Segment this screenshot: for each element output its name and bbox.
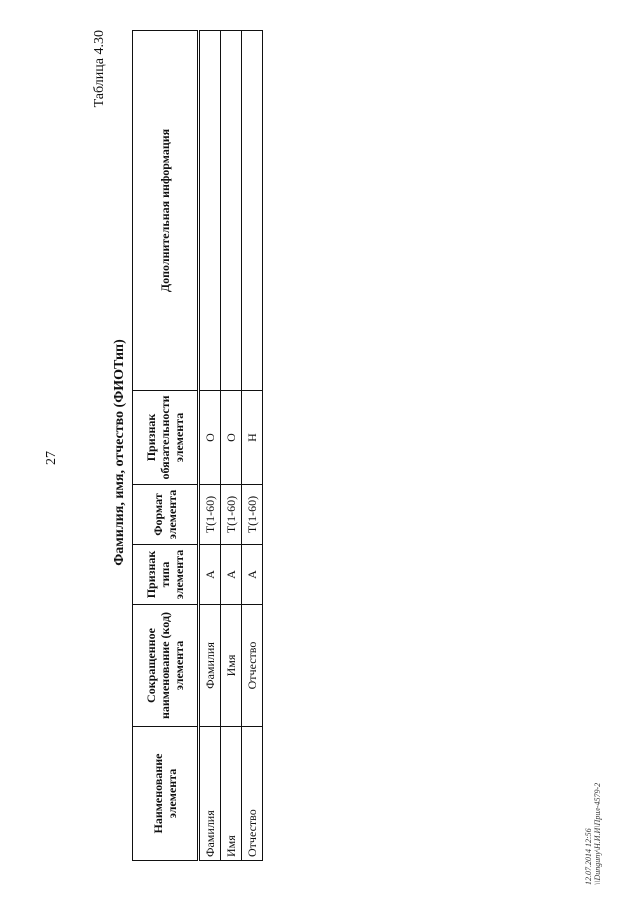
cell-required-flag: Н: [242, 391, 263, 485]
cell-element-name: Отчество: [242, 727, 263, 861]
table-header-row: [133, 31, 199, 861]
cell-short-name: Имя: [221, 605, 242, 727]
cell-element-format: Т(1-60): [242, 485, 263, 545]
cell-required-flag: О: [199, 391, 221, 485]
cell-element-type: А: [242, 545, 263, 605]
cell-short-name: Фамилия: [199, 605, 221, 727]
header-element-type: Признак типа элемента: [133, 545, 199, 605]
header-element-format: Формат элемента: [133, 485, 199, 545]
cell-required-flag: О: [221, 391, 242, 485]
cell-additional-info: [221, 31, 242, 391]
header-additional-info: Дополнительная информация: [133, 31, 199, 391]
file-stamp: [584, 783, 602, 885]
cell-element-type: А: [199, 545, 221, 605]
table-title: Фамилия, имя, отчество (ФИОТип): [112, 339, 127, 566]
table-row: [221, 31, 242, 861]
table-caption: Таблица 4.30: [92, 30, 107, 108]
cell-element-format: Т(1-60): [221, 485, 242, 545]
page-number: 27: [44, 451, 59, 465]
header-element-name: Наименование элемента: [133, 727, 199, 861]
cell-additional-info: [242, 31, 263, 391]
table-row: [199, 31, 221, 861]
elements-table: [132, 30, 263, 861]
cell-element-type: А: [221, 545, 242, 605]
header-short-name: Сокращенное наименование (код) элемента: [133, 605, 199, 727]
cell-additional-info: [199, 31, 221, 391]
file-stamp-date: 12.07.2014 12:56: [584, 828, 593, 885]
header-required-flag: Признак обязательности элемента: [133, 391, 199, 485]
table-row: [242, 31, 263, 861]
cell-short-name: Отчество: [242, 605, 263, 727]
cell-element-format: Т(1-60): [199, 485, 221, 545]
cell-element-name: Имя: [221, 727, 242, 861]
cell-element-name: Фамилия: [199, 727, 221, 861]
file-stamp-path: \\Dunguny\Н.И.И\Прил-4579-2: [593, 782, 602, 885]
